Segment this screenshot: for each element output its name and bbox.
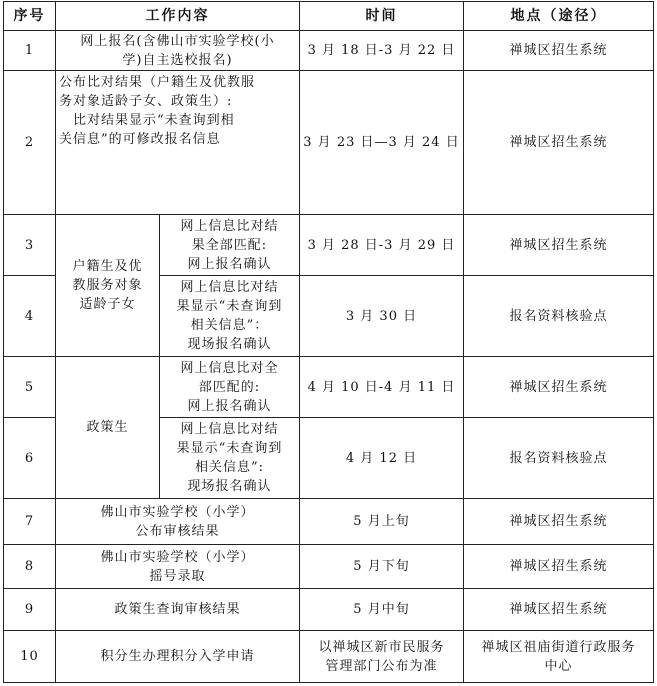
row-seq: 1: [4, 31, 56, 71]
work-line: 现场报名确认: [187, 337, 272, 352]
row-work: [160, 357, 300, 418]
table-row: [4, 499, 654, 545]
work-line: 学)自主选校报名): [122, 52, 233, 68]
place-line: 中心: [544, 658, 573, 674]
row-time: 5 月下旬: [300, 545, 464, 589]
row-time: 3 月 18 日-3 月 22 日: [300, 31, 464, 71]
work-line: 网上报名确认: [187, 256, 272, 272]
row-place: 禅城区招生系统: [464, 71, 654, 215]
row-place: 禅城区招生系统: [464, 31, 654, 71]
work-line: 相关信息”：: [190, 318, 269, 333]
row-seq: 4: [4, 276, 56, 357]
row-time: 4 月 12 日: [300, 418, 464, 499]
row-seq: 3: [4, 215, 56, 276]
row-place: [464, 631, 654, 683]
group-line: 户籍生及优: [72, 259, 143, 274]
row-time: 5 月上旬: [300, 499, 464, 545]
row-seq: 8: [4, 545, 56, 589]
row-time: 3 月 28 日-3 月 29 日: [300, 215, 464, 276]
row-work: [160, 215, 300, 276]
work-line: 网上信息比对全: [180, 360, 279, 376]
row-seq: 9: [4, 589, 56, 631]
row-place: 禅城区招生系统: [464, 215, 654, 276]
work-line: 网上信息比对结: [180, 422, 279, 437]
header-row: [4, 2, 654, 31]
table-row: [4, 215, 654, 276]
row-seq: 5: [4, 357, 56, 418]
row-seq: 6: [4, 418, 56, 499]
header-seq: 序号: [4, 2, 56, 31]
row-work: [56, 499, 300, 545]
row-work: [56, 71, 300, 215]
row-seq: 7: [4, 499, 56, 545]
time-line: 管理部门公布为准: [325, 658, 438, 674]
row-work: [56, 31, 300, 71]
work-line: 公布比对结果（户籍生及优教服: [59, 75, 256, 90]
work-line: 果显示“未查询到: [176, 299, 283, 314]
place-line: 禅城区祖庙街道行政服务: [481, 639, 636, 655]
work-line: 政策生查询审核结果: [114, 602, 241, 617]
group-line: 政策生: [86, 420, 129, 435]
group-line: 适龄子女: [79, 297, 136, 312]
table-row: [4, 589, 654, 631]
work-line: 部匹配的:: [198, 379, 261, 395]
row-seq: 10: [4, 631, 56, 683]
table-row: [4, 357, 654, 418]
group-household-cell: [56, 215, 160, 357]
row-place: 禅城区招生系统: [464, 357, 654, 418]
time-line: 以禅城区新市民服务: [318, 639, 445, 655]
work-line: 网上信息比对结: [180, 218, 279, 234]
table-row: [4, 71, 654, 215]
work-line: 网上信息比对结: [180, 280, 279, 295]
work-line: 现场报名确认: [187, 479, 272, 494]
header-work: 工作内容: [56, 2, 300, 31]
work-line: 佛山市实验学校（小学）: [100, 549, 255, 565]
row-time: 3 月 23 日—3 月 24 日: [300, 71, 464, 215]
row-work: [56, 631, 300, 683]
table-row: [4, 545, 654, 589]
row-place: 禅城区招生系统: [464, 499, 654, 545]
row-time: 5 月中旬: [300, 589, 464, 631]
row-work: [160, 276, 300, 357]
table-row: [4, 31, 654, 71]
table-row: [4, 631, 654, 683]
work-line: 果显示“未查询到: [176, 441, 283, 456]
work-line: 关信息”的可修改报名信息: [59, 132, 221, 147]
work-line: 摇号录取: [149, 568, 206, 584]
header-place: 地点（途径）: [464, 2, 654, 31]
row-seq: 2: [4, 71, 56, 215]
work-line: 务对象适龄子女、政策生）:: [59, 94, 233, 109]
work-line: 积分生办理积分入学申请: [100, 649, 255, 664]
row-place: 禅城区招生系统: [464, 589, 654, 631]
work-line: 比对结果显示“未查询到相: [59, 113, 235, 128]
group-line: 教服务对象: [72, 278, 143, 293]
group-policy-cell: [56, 357, 160, 499]
work-line: 网上报名确认: [187, 398, 272, 414]
work-line: 网上报名(含佛山市实验学校(小: [80, 33, 275, 49]
row-time: [300, 631, 464, 683]
row-place: 禅城区招生系统: [464, 545, 654, 589]
row-time: 4 月 10 日-4 月 11 日: [300, 357, 464, 418]
work-line: 相关信息”:: [194, 460, 265, 475]
row-work: [56, 589, 300, 631]
enrollment-schedule-table: [3, 1, 654, 683]
work-line: 公布审核结果: [135, 523, 220, 539]
work-line: 佛山市实验学校（小学）: [100, 504, 255, 520]
work-line: 果全部匹配:: [191, 237, 268, 253]
header-time: 时间: [300, 2, 464, 31]
row-work: [160, 418, 300, 499]
row-place: 报名资料核验点: [464, 276, 654, 357]
row-place: 报名资料核验点: [464, 418, 654, 499]
row-time: 3 月 30 日: [300, 276, 464, 357]
row-work: [56, 545, 300, 589]
